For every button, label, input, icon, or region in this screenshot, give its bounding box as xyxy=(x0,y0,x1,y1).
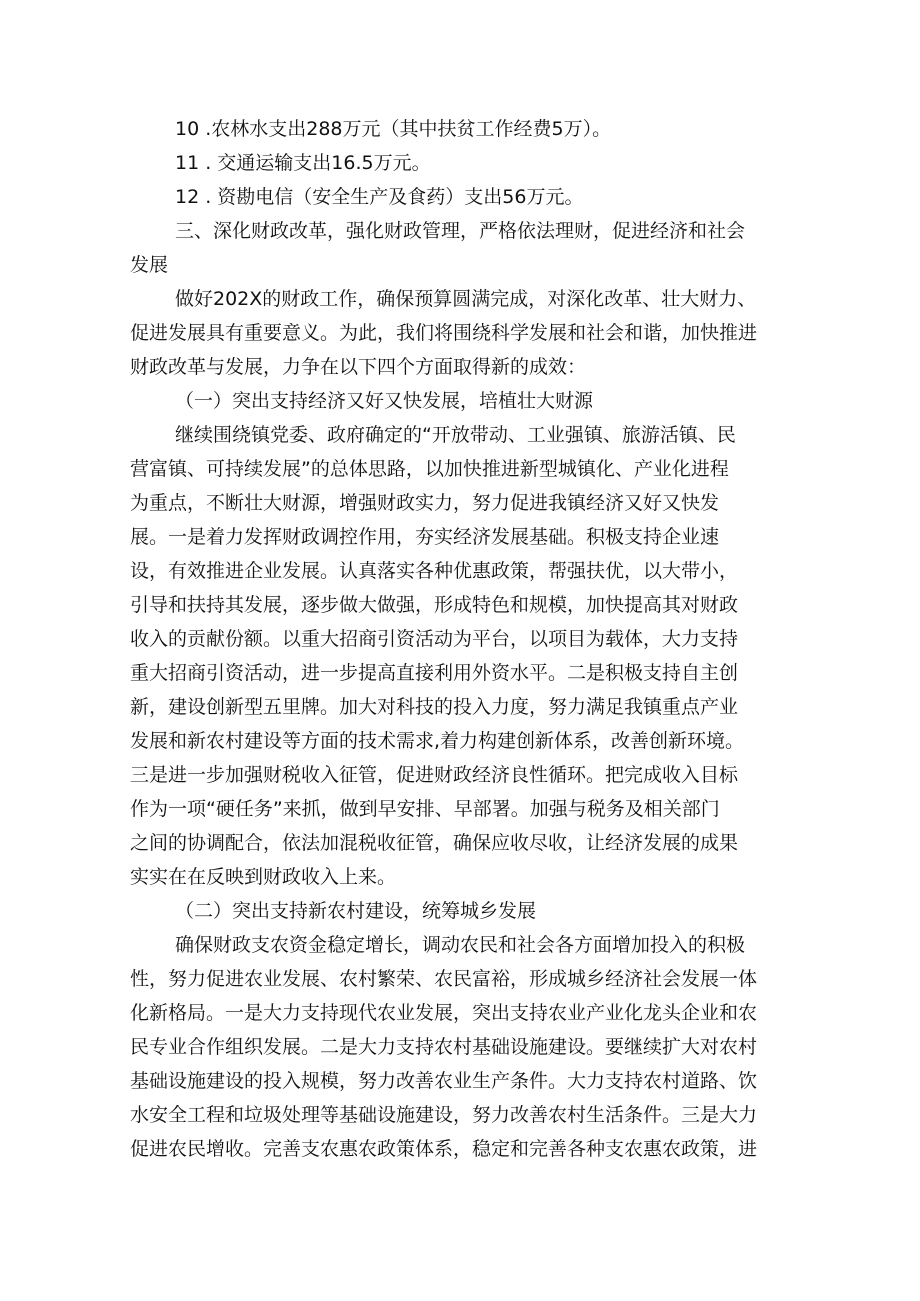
paragraph-line: 新，建设创新型五里牌。加大对科技的投入力度，努力满足我镇重点产业 xyxy=(130,696,739,718)
paragraph-line: 之间的协调配合，依法加混税收征管，确保应收尽收，让经济发展的成果 xyxy=(130,832,739,854)
paragraph-line: 做好202X的财政工作，确保预算圆满完成，对深化改革、壮大财力、 xyxy=(175,288,757,310)
section-heading: 三、深化财政改革，强化财政管理，严格依法理财，促进经济和社会 xyxy=(175,220,746,242)
paragraph-line: 促进农民增收。完善支农惠农政策体系，稳定和完善各种支农惠农政策，进 xyxy=(130,1138,758,1160)
paragraph-line: 为重点，不断壮大财源，增强财政实力，努力促进我镇经济又好又快发 xyxy=(130,492,720,514)
paragraph-line: 引导和扶持其发展，逐步做大做强，形成特色和规模，加快提高其对财政 xyxy=(130,594,739,616)
subsection-heading: （一）突出支持经济又好又快发展，培植壮大财源 xyxy=(175,390,594,412)
paragraph-line: 实实在在反映到财政收入上来。 xyxy=(130,866,397,888)
paragraph-line: 促进发展具有重要意义。为此，我们将围绕科学发展和社会和谐，加快推进 xyxy=(130,322,758,344)
paragraph-line: 性，努力促进农业发展、农村繁荣、农民富裕，形成城乡经济社会发展一体 xyxy=(130,968,758,990)
paragraph-line: 财政改革与发展，力争在以下四个方面取得新的成效： xyxy=(130,356,587,378)
paragraph-line: 10 .农林水支出288万元（其中扶贫工作经费5万）。 xyxy=(175,118,612,140)
subsection-heading: （二）突出支持新农村建设，统筹城乡发展 xyxy=(175,900,537,922)
paragraph-line: 化新格局。一是大力支持现代农业发展，突出支持农业产业化龙头企业和农 xyxy=(130,1002,758,1024)
paragraph-line: 收入的贡献份额。以重大招商引资活动为平台，以项目为载体，大力支持 xyxy=(130,628,739,650)
paragraph-line: 基础设施建设的投入规模，努力改善农业生产条件。大力支持农村道路、饮 xyxy=(130,1070,758,1092)
paragraph-line: 12 . 资勘电信（安全生产及食药）支出56万元。 xyxy=(175,186,584,208)
paragraph-line: 三是进一步加强财税收入征管，促进财政经济良性循环。把完成收入目标 xyxy=(130,764,739,786)
paragraph-line: 重大招商引资活动，进一步提高直接利用外资水平。二是积极支持自主创 xyxy=(130,662,739,684)
paragraph-line: 展。一是着力发挥财政调控作用，夯实经济发展基础。积极支持企业速 xyxy=(130,526,720,548)
paragraph-line: 营富镇、可持续发展”的总体思路，以加快推进新型城镇化、产业化进程 xyxy=(130,458,729,480)
paragraph-line: 水安全工程和垃圾处理等基础设施建设，努力改善农村生活条件。三是大力 xyxy=(130,1104,758,1126)
paragraph-line: 确保财政支农资金稳定增长，调动农民和社会各方面增加投入的积极 xyxy=(175,934,746,956)
section-heading-continuation: 发展 xyxy=(130,254,169,276)
paragraph-line: 作为一项“硬任务”来抓，做到早安排、早部署。加强与税务及相关部门 xyxy=(130,798,720,820)
paragraph-line: 民专业合作组织发展。二是大力支持农村基础设施建设。要继续扩大对农村 xyxy=(130,1036,758,1058)
paragraph-line: 继续围绕镇党委、政府确定的“开放带动、工业强镇、旅游活镇、民 xyxy=(175,424,736,446)
paragraph-line: 设，有效推进企业发展。认真落实各种优惠政策，帮强扶优，以大带小， xyxy=(130,560,739,582)
paragraph-line: 发展和新农村建设等方面的技术需求,着力构建创新体系，改善创新环境。 xyxy=(130,730,745,752)
paragraph-line: 11 . 交通运输支出16.5万元。 xyxy=(175,152,431,174)
